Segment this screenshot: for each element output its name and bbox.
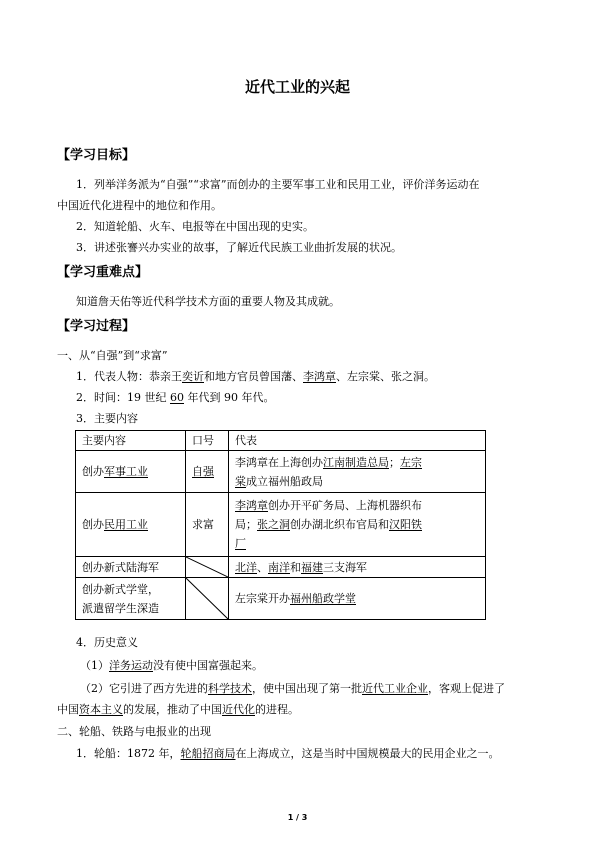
diagonal-line [186, 557, 228, 577]
rep-text-c: 和地方官员曾国藩、 [204, 370, 303, 383]
goal-2: 2．知道轮船、火车、电报等在中国出现的史实。 [76, 220, 314, 233]
table-row [76, 493, 486, 557]
section-1-title: 一、从“自强”到“求富” [57, 349, 168, 362]
section-2-title: 二、轮船、铁路与电报业的出现 [57, 725, 211, 738]
page-number: 1 / 3 [287, 813, 308, 822]
row-navy-rep: 北洋、南洋和福建三支海军 [229, 557, 486, 578]
table-row [76, 557, 486, 578]
row-military-content: 创办军事工业 [76, 451, 186, 493]
diagonal-line [186, 578, 228, 619]
row-civil-content: 创办民用工业 [76, 493, 186, 557]
table-header-row [76, 431, 486, 451]
significance-1: （1）洋务运动没有使中国富强起来。 [80, 659, 263, 672]
header-representative: 代表 [229, 431, 486, 451]
row-civil-rep: 李鸿章创办开平矿务局、上海机器织布 局；张之洞创办湖北织布官局和汉阳铁 厂 [229, 493, 486, 557]
time-text-a: 2．时间：19 世纪 [76, 391, 170, 404]
goal-1-line-1: 1．列举洋务派为“自强”“求富”而创办的主要军事工业和民用工业，评价洋务运动在 [76, 178, 480, 191]
row-military-slogan: 自强 [186, 451, 229, 493]
goal-3: 3．讲述张謇兴办实业的故事，了解近代民族工业曲折发展的状况。 [76, 241, 402, 254]
row-school-rep: 左宗棠开办福州船政学堂 [229, 578, 486, 620]
row-school-content: 创办新式学堂， 派遣留学生深造 [76, 578, 186, 620]
page-title: 近代工业的兴起 [244, 78, 350, 96]
significance-2-line-2: 中国资本主义的发展，推动了中国近代化的进程。 [57, 703, 299, 716]
significance-2-line-1: （2）它引进了西方先进的科学技术，使中国出现了第一批近代工业企业，客观上促进了 [80, 682, 505, 695]
time-text-c: 年代到 90 年代。 [184, 391, 275, 404]
row-military-rep: 李鸿章在上海创办江南制造总局；左宗 棠成立福州船政局 [229, 451, 486, 493]
rep-text-a: 1．代表人物：恭亲王 [76, 370, 182, 383]
main-content-label: 3．主要内容 [76, 412, 138, 425]
row-navy-slogan-empty [186, 557, 229, 578]
key-points-text: 知道詹天佑等近代科学技术方面的重要人物及其成就。 [76, 295, 340, 308]
header-slogan: 口号 [186, 431, 229, 451]
rep-yixin: 奕䜣 [182, 370, 204, 383]
header-content: 主要内容 [76, 431, 186, 451]
rep-li-hongzhang: 李鸿章 [303, 370, 336, 383]
row-school-slogan-empty [186, 578, 229, 620]
table-row [76, 578, 486, 620]
representatives-line [76, 371, 435, 382]
row-navy-content: 创办新式陆海军 [76, 557, 186, 578]
row-civil-slogan: 求富 [186, 493, 229, 557]
time-decade: 60 [170, 391, 184, 404]
process-heading: 【学习过程】 [57, 319, 136, 334]
rep-text-e: 、左宗棠、张之洞。 [336, 370, 435, 383]
key-points-heading: 【学习重难点】 [57, 265, 149, 280]
time-line [76, 392, 275, 403]
goal-1-line-2: 中国近代化进程中的地位和作用。 [57, 199, 222, 212]
content-table [75, 430, 486, 620]
significance-label: 4．历史意义 [76, 636, 138, 649]
table-row [76, 451, 486, 493]
goals-heading: 【学习目标】 [57, 148, 136, 163]
ship-line: 1．轮船：1872 年，轮船招商局在上海成立，这是当时中国规模最大的民用企业之一。 [76, 747, 500, 760]
